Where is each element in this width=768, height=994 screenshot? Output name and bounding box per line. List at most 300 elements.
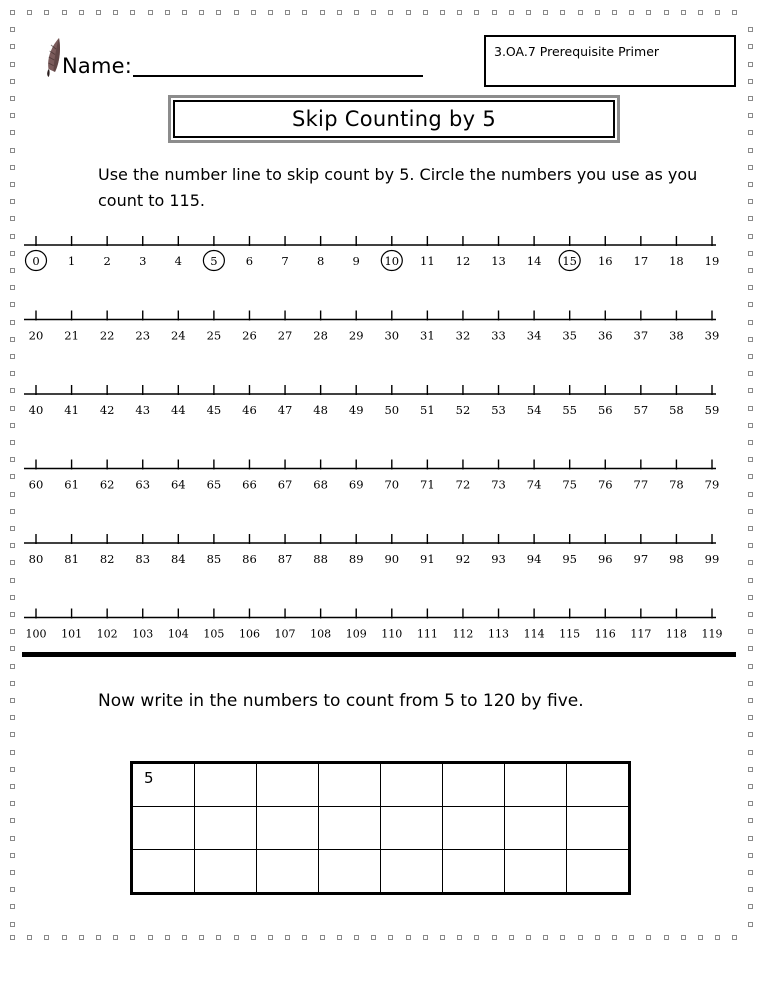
answer-grid-cell[interactable] xyxy=(257,850,319,893)
page-title: Skip Counting by 5 xyxy=(291,107,497,131)
border-dot xyxy=(10,285,15,290)
border-dot xyxy=(681,10,686,15)
circled-number-marker[interactable] xyxy=(381,251,402,271)
number-line-label: 28 xyxy=(313,328,328,343)
number-line-label: 115 xyxy=(559,627,581,641)
number-line-label: 93 xyxy=(491,552,506,566)
number-line-label: 44 xyxy=(170,403,186,417)
name-label: Name: xyxy=(62,54,133,78)
number-line-label: 66 xyxy=(242,477,257,492)
border-dot xyxy=(148,10,153,15)
border-dot xyxy=(406,935,411,940)
border-dot xyxy=(509,10,514,15)
border-dot xyxy=(320,935,325,940)
border-dot xyxy=(748,165,753,170)
border-dot xyxy=(748,354,753,359)
number-line-label: 22 xyxy=(99,328,115,343)
border-dot xyxy=(748,801,753,806)
border-dot xyxy=(10,526,15,531)
answer-grid-cell[interactable] xyxy=(257,807,319,850)
number-line-label: 100 xyxy=(25,627,47,641)
answer-grid-cell-value xyxy=(567,850,628,855)
answer-grid-cell-value xyxy=(257,850,318,855)
number-line-label: 94 xyxy=(526,552,542,566)
number-line-label: 48 xyxy=(313,403,328,417)
answer-grid-row xyxy=(133,764,629,807)
answer-grid-cell-value xyxy=(319,764,380,769)
answer-grid-wrapper xyxy=(130,761,631,895)
border-dot xyxy=(748,904,753,909)
border-dot xyxy=(629,10,634,15)
border-dot xyxy=(748,509,753,514)
number-line-label: 33 xyxy=(491,328,506,343)
number-line-label: 113 xyxy=(488,627,510,641)
border-dot xyxy=(715,935,720,940)
border-dot xyxy=(285,935,290,940)
number-line-label: 18 xyxy=(669,254,684,268)
border-dot xyxy=(748,767,753,772)
border-dot xyxy=(748,853,753,858)
number-line-label: 4 xyxy=(174,254,182,268)
border-dot xyxy=(526,10,531,15)
border-dot xyxy=(44,10,49,15)
number-line-label: 3 xyxy=(139,254,147,268)
number-line-label: 17 xyxy=(633,254,649,268)
number-line-label: 96 xyxy=(597,552,613,566)
border-dot xyxy=(748,423,753,428)
border-dot xyxy=(10,904,15,909)
number-line-label: 7 xyxy=(281,254,289,268)
number-line-label: 78 xyxy=(669,477,684,492)
border-dot xyxy=(337,10,342,15)
number-line-label: 67 xyxy=(277,477,293,492)
answer-grid-cell[interactable] xyxy=(319,807,381,850)
number-line-label: 118 xyxy=(665,627,687,641)
number-line-label: 39 xyxy=(704,328,720,343)
number-line-label: 76 xyxy=(597,477,613,492)
number-line-label: 81 xyxy=(64,552,79,566)
answer-grid-cell-value xyxy=(195,850,256,855)
answer-grid-cell[interactable] xyxy=(567,850,629,893)
answer-grid-cell-value: 5 xyxy=(144,769,154,787)
answer-grid-cell-value xyxy=(443,850,504,855)
border-dot xyxy=(10,423,15,428)
answer-grid-cell[interactable] xyxy=(381,850,443,893)
number-line-label: 11 xyxy=(420,254,435,268)
number-line-label: 59 xyxy=(704,403,720,417)
number-line-label: 99 xyxy=(704,552,720,566)
number-line-label: 46 xyxy=(242,403,257,417)
number-line-label: 95 xyxy=(562,552,578,566)
name-input-blank[interactable] xyxy=(133,58,423,77)
answer-grid-cell[interactable] xyxy=(257,764,319,807)
border-dot xyxy=(27,935,32,940)
border-dot xyxy=(337,935,342,940)
border-dot xyxy=(10,113,15,118)
border-dot xyxy=(371,10,376,15)
border-dot xyxy=(646,10,651,15)
number-line-label: 9 xyxy=(352,254,360,268)
number-line-label: 91 xyxy=(420,552,435,566)
border-dot xyxy=(748,199,753,204)
number-line-label: 40 xyxy=(28,403,44,417)
border-dot xyxy=(457,935,462,940)
answer-grid-cell[interactable] xyxy=(443,850,505,893)
answer-grid-cell[interactable] xyxy=(195,850,257,893)
number-line-label: 30 xyxy=(384,328,400,343)
number-line-label: 14 xyxy=(526,254,542,268)
number-line-label: 54 xyxy=(526,403,542,417)
number-line-label: 110 xyxy=(381,627,403,641)
number-line-label: 29 xyxy=(348,328,364,343)
border-dot xyxy=(10,836,15,841)
number-line-0-19 xyxy=(24,236,719,271)
border-dot xyxy=(10,801,15,806)
border-dot xyxy=(10,612,15,617)
border-dot xyxy=(79,10,84,15)
border-dot xyxy=(62,10,67,15)
number-line-label: 58 xyxy=(669,403,684,417)
number-line-label: 68 xyxy=(313,477,328,492)
number-line-label: 25 xyxy=(206,328,222,343)
answer-grid-cell[interactable] xyxy=(133,764,195,807)
number-line-label: 83 xyxy=(135,552,151,566)
number-line-label: 108 xyxy=(310,627,332,641)
number-line-label: 26 xyxy=(242,328,257,343)
border-dot xyxy=(10,234,15,239)
number-line-label: 63 xyxy=(135,477,151,492)
border-dot xyxy=(748,182,753,187)
border-dot xyxy=(748,388,753,393)
answer-grid-cell-value xyxy=(505,807,566,812)
number-line-label: 119 xyxy=(701,627,723,641)
border-dot xyxy=(10,27,15,32)
answer-grid-cell[interactable] xyxy=(319,850,381,893)
border-dot xyxy=(578,10,583,15)
border-dot xyxy=(302,935,307,940)
answer-grid-cell-value xyxy=(443,764,504,769)
border-dot xyxy=(440,935,445,940)
border-dot xyxy=(10,320,15,325)
border-dot xyxy=(748,62,753,67)
border-dot xyxy=(748,320,753,325)
number-line-label: 71 xyxy=(420,477,435,492)
number-line-label: 10 xyxy=(384,254,400,268)
border-dot xyxy=(302,10,307,15)
circled-number-marker[interactable] xyxy=(203,251,224,271)
border-dot xyxy=(664,935,669,940)
border-dot xyxy=(10,595,15,600)
border-dot xyxy=(457,10,462,15)
number-line-label: 53 xyxy=(491,403,506,417)
border-dot xyxy=(10,79,15,84)
number-line-label: 27 xyxy=(277,328,293,343)
number-line-label: 73 xyxy=(491,477,506,492)
border-dot xyxy=(130,935,135,940)
number-line-label: 75 xyxy=(562,477,578,492)
number-line-label: 77 xyxy=(633,477,649,492)
number-line-label: 85 xyxy=(206,552,222,566)
instruction-text-top: Use the number line to skip count by 5. Circle the numbers you use as you count to 115. xyxy=(98,165,698,210)
answer-grid-cell-value xyxy=(133,807,194,812)
border-dot xyxy=(234,10,239,15)
border-dot xyxy=(10,922,15,927)
border-dot xyxy=(165,935,170,940)
border-dot xyxy=(113,935,118,940)
number-line-label: 80 xyxy=(28,552,44,566)
number-line-20-39 xyxy=(24,311,719,343)
number-line-label: 112 xyxy=(452,627,474,641)
border-dot xyxy=(10,681,15,686)
number-line-label: 23 xyxy=(135,328,151,343)
answer-grid-cell-value xyxy=(505,850,566,855)
number-line-label: 8 xyxy=(316,254,325,268)
border-dot xyxy=(748,681,753,686)
border-dot xyxy=(371,935,376,940)
border-dot xyxy=(354,10,359,15)
number-line-label: 102 xyxy=(96,627,118,641)
border-dot xyxy=(10,10,15,15)
border-dot xyxy=(10,560,15,565)
number-line-label: 16 xyxy=(597,254,613,268)
border-dot xyxy=(10,182,15,187)
border-dot xyxy=(423,10,428,15)
border-dot xyxy=(113,10,118,15)
number-line-label: 52 xyxy=(455,403,471,417)
border-dot xyxy=(251,10,256,15)
border-dot xyxy=(748,406,753,411)
border-dot xyxy=(748,646,753,651)
border-dot xyxy=(748,130,753,135)
border-dot xyxy=(10,767,15,772)
border-dot xyxy=(10,509,15,514)
number-line-label: 84 xyxy=(170,552,186,566)
border-dot xyxy=(10,818,15,823)
answer-grid-cell[interactable] xyxy=(567,807,629,850)
border-dot xyxy=(748,543,753,548)
number-line-label: 55 xyxy=(562,403,578,417)
border-dot xyxy=(10,199,15,204)
number-line-label: 116 xyxy=(594,627,616,641)
border-dot xyxy=(388,935,393,940)
number-line-label: 98 xyxy=(669,552,684,566)
answer-grid-cell-value xyxy=(319,807,380,812)
number-line-label: 35 xyxy=(562,328,578,343)
border-dot xyxy=(10,440,15,445)
name-row xyxy=(62,56,423,77)
border-dot xyxy=(44,935,49,940)
border-dot xyxy=(664,10,669,15)
answer-grid-cell[interactable] xyxy=(443,764,505,807)
border-dot xyxy=(578,935,583,940)
number-line-label: 65 xyxy=(206,477,222,492)
border-dot xyxy=(748,560,753,565)
answer-grid-cell[interactable] xyxy=(443,807,505,850)
circled-number-marker[interactable] xyxy=(26,251,47,271)
border-dot xyxy=(748,148,753,153)
answer-grid-cell[interactable] xyxy=(133,850,195,893)
border-dot xyxy=(10,302,15,307)
section-divider xyxy=(22,652,736,657)
standard-code-box xyxy=(484,35,736,87)
border-dot xyxy=(10,130,15,135)
number-line-label: 103 xyxy=(132,627,154,641)
number-line-label: 1 xyxy=(67,254,76,268)
border-dot xyxy=(748,234,753,239)
border-dot xyxy=(268,10,273,15)
number-line-40-59 xyxy=(24,385,719,417)
answer-grid-cell[interactable] xyxy=(505,850,567,893)
border-dot xyxy=(10,629,15,634)
border-dot xyxy=(646,935,651,940)
answer-grid-cell[interactable] xyxy=(319,764,381,807)
answer-grid-cell[interactable] xyxy=(133,807,195,850)
border-dot xyxy=(10,887,15,892)
border-dot xyxy=(748,836,753,841)
number-line-label: 89 xyxy=(348,552,364,566)
answer-grid-row xyxy=(133,807,629,850)
border-dot xyxy=(10,935,15,940)
border-dot xyxy=(474,10,479,15)
border-dot xyxy=(423,935,428,940)
number-line-label: 50 xyxy=(384,403,400,417)
number-line-label: 24 xyxy=(170,328,186,343)
number-line-label: 41 xyxy=(64,403,79,417)
border-dot xyxy=(96,10,101,15)
number-line-label: 32 xyxy=(455,328,471,343)
number-line-label: 72 xyxy=(455,477,471,492)
answer-grid-cell[interactable] xyxy=(505,807,567,850)
border-dot xyxy=(10,251,15,256)
border-dot xyxy=(748,457,753,462)
border-dot xyxy=(10,268,15,273)
number-line-label: 82 xyxy=(99,552,115,566)
border-dot xyxy=(560,10,565,15)
number-line-label: 5 xyxy=(210,254,218,268)
border-dot xyxy=(96,935,101,940)
border-dot xyxy=(388,10,393,15)
number-line-label: 49 xyxy=(348,403,364,417)
number-line-80-99 xyxy=(24,534,719,566)
border-dot xyxy=(748,474,753,479)
border-dot xyxy=(612,10,617,15)
border-dot xyxy=(10,216,15,221)
border-dot xyxy=(10,732,15,737)
number-line-label: 106 xyxy=(238,627,260,641)
number-line-label: 34 xyxy=(526,328,542,343)
standard-code-label: 3.OA.7 Prerequisite Primer xyxy=(494,44,660,59)
number-line-label: 15 xyxy=(562,254,578,268)
border-dot xyxy=(748,113,753,118)
border-dot xyxy=(148,935,153,940)
number-line-label: 86 xyxy=(242,552,257,566)
number-line-label: 88 xyxy=(313,552,328,566)
answer-grid-cell-value xyxy=(381,850,442,855)
number-line-label: 12 xyxy=(455,254,471,268)
number-line-label: 107 xyxy=(274,627,296,641)
worksheet-title-box xyxy=(168,95,620,143)
border-dot xyxy=(748,96,753,101)
answer-grid-cell[interactable] xyxy=(381,764,443,807)
answer-grid-cell-value xyxy=(195,807,256,812)
answer-grid-cell-value xyxy=(381,764,442,769)
answer-grid-cell[interactable] xyxy=(195,807,257,850)
answer-grid-cell-value xyxy=(319,850,380,855)
number-line-label: 69 xyxy=(348,477,364,492)
answer-grid-cell[interactable] xyxy=(567,764,629,807)
border-dot xyxy=(199,935,204,940)
number-line-60-79 xyxy=(24,460,719,492)
border-dot xyxy=(595,10,600,15)
answer-grid-cell-value xyxy=(443,807,504,812)
number-line-label: 60 xyxy=(28,477,44,492)
border-dot xyxy=(79,935,84,940)
border-dot xyxy=(62,935,67,940)
border-dot xyxy=(234,935,239,940)
answer-grid-cell-value xyxy=(257,764,318,769)
number-line-label: 20 xyxy=(28,328,44,343)
answer-grid-cell[interactable] xyxy=(505,764,567,807)
number-line-label: 47 xyxy=(277,403,293,417)
border-dot xyxy=(10,371,15,376)
circled-number-marker[interactable] xyxy=(559,251,580,271)
border-dot xyxy=(10,354,15,359)
number-line-label: 19 xyxy=(704,254,720,268)
border-dot xyxy=(251,935,256,940)
answer-grid-cell[interactable] xyxy=(381,807,443,850)
border-dot xyxy=(474,935,479,940)
border-dot xyxy=(732,10,737,15)
answer-grid-cell-value xyxy=(195,764,256,769)
border-dot xyxy=(10,578,15,583)
border-dot xyxy=(748,887,753,892)
border-dot xyxy=(492,10,497,15)
border-dot xyxy=(10,62,15,67)
border-dot xyxy=(10,664,15,669)
number-line-label: 62 xyxy=(99,477,115,492)
border-dot xyxy=(681,935,686,940)
border-dot xyxy=(216,935,221,940)
answer-grid-cell-value xyxy=(133,850,194,855)
number-line-label: 2 xyxy=(103,254,111,268)
border-dot xyxy=(10,698,15,703)
number-line-label: 43 xyxy=(135,403,151,417)
instruction-text-bottom: Now write in the numbers to count from 5 to 120 by five. xyxy=(98,691,584,711)
border-dot xyxy=(612,935,617,940)
answer-grid-row xyxy=(133,850,629,893)
border-dot xyxy=(748,750,753,755)
border-dot xyxy=(748,732,753,737)
number-line-label: 101 xyxy=(61,627,83,641)
answer-grid-cell[interactable] xyxy=(195,764,257,807)
border-dot xyxy=(10,784,15,789)
answer-grid-cell-value xyxy=(567,764,628,769)
border-dot xyxy=(748,595,753,600)
border-dot xyxy=(509,935,514,940)
border-dot xyxy=(10,337,15,342)
border-dot xyxy=(748,285,753,290)
border-dot xyxy=(748,44,753,49)
border-dot xyxy=(10,148,15,153)
border-dot xyxy=(10,543,15,548)
number-line-label: 90 xyxy=(384,552,400,566)
number-line-label: 6 xyxy=(245,254,254,268)
answer-grid-cell-value xyxy=(505,764,566,769)
answer-grid-cell-value xyxy=(257,807,318,812)
border-dot xyxy=(595,935,600,940)
border-dot xyxy=(182,935,187,940)
number-line-label: 21 xyxy=(64,328,79,343)
